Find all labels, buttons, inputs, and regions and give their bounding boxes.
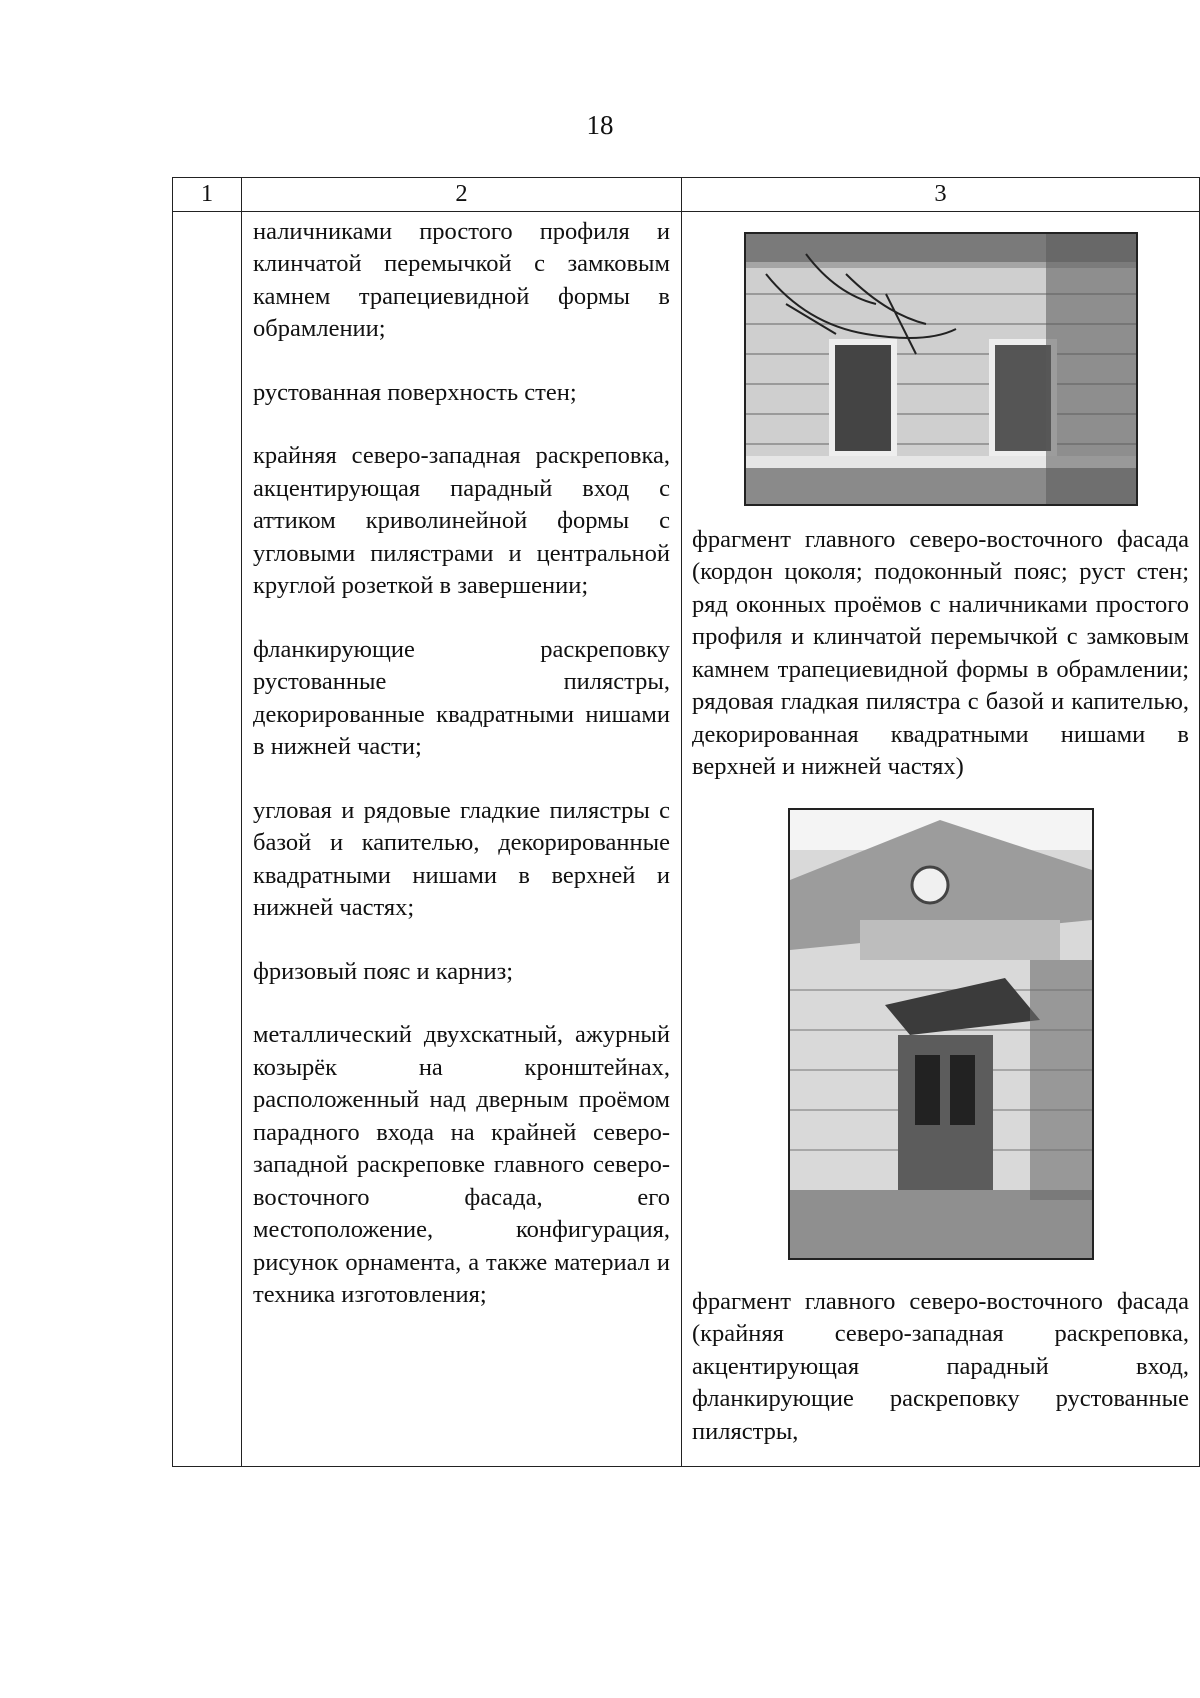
- facade-entrance-photo: [788, 808, 1094, 1260]
- header-col-1: 1: [173, 178, 242, 212]
- feature-paragraph: фланкирующие раскреповку рустованные пилястры, декорированные квадратными нишами в нижней части;: [253, 635, 670, 760]
- table-header-row: [173, 178, 1200, 212]
- photo-caption-2: фрагмент главного северо-восточного фасада (крайняя северо-западная раскреповка, акцентирующая парадный вход, фланкирующие раскреповку рустованные пилястры,: [692, 1287, 1189, 1445]
- feature-paragraph: металлический двухскатный, ажурный козырёк на кронштейнах, расположенный над дверным проёмом парадного входа на крайней северо-западной раскреповке главного северо-восточного фасада, его местоположение, конфигурация, рисунок орнамента, а также материал и техника изготовления;: [253, 1021, 670, 1308]
- features-cell: [242, 211, 682, 1466]
- table-row: [173, 211, 1200, 1466]
- feature-paragraph: фризовый пояс и карниз;: [253, 957, 514, 985]
- feature-paragraph: рустованная поверхность стен;: [253, 378, 577, 406]
- feature-paragraph: наличниками простого профиля и клинчатой перемычкой с замковым камнем трапециевидной формы в обрамлении;: [253, 217, 670, 342]
- page-number: 18: [586, 110, 614, 140]
- document-table: [172, 177, 1200, 1467]
- feature-paragraph: крайняя северо-западная раскреповка, акцентирующая парадный вход с аттиком криволинейной формы с угловыми пилястрами и центральной круглой розеткой в завершении;: [253, 442, 670, 599]
- facade-windows-photo: [744, 232, 1138, 506]
- header-col-3: 3: [682, 178, 1200, 212]
- photo-caption-1: фрагмент главного северо-восточного фасада (кордон цоколя; подоконный пояс; руст стен; ряд оконных проёмов с наличниками простого профиля и клинчатой перемычкой с замковым камнем трапециевидной формы в обрамлении; рядовая гладкая пилястра с базой и капителью, декорированная квадратными нишами в верхней и нижней частях): [692, 525, 1189, 780]
- empty-number-cell: [173, 211, 242, 1466]
- photos-cell: [682, 211, 1200, 1466]
- feature-paragraph: угловая и рядовые гладкие пилястры с базой и капителью, декорированные квадратными нишами в верхней и нижней частях;: [253, 796, 670, 921]
- header-col-2: 2: [242, 178, 682, 212]
